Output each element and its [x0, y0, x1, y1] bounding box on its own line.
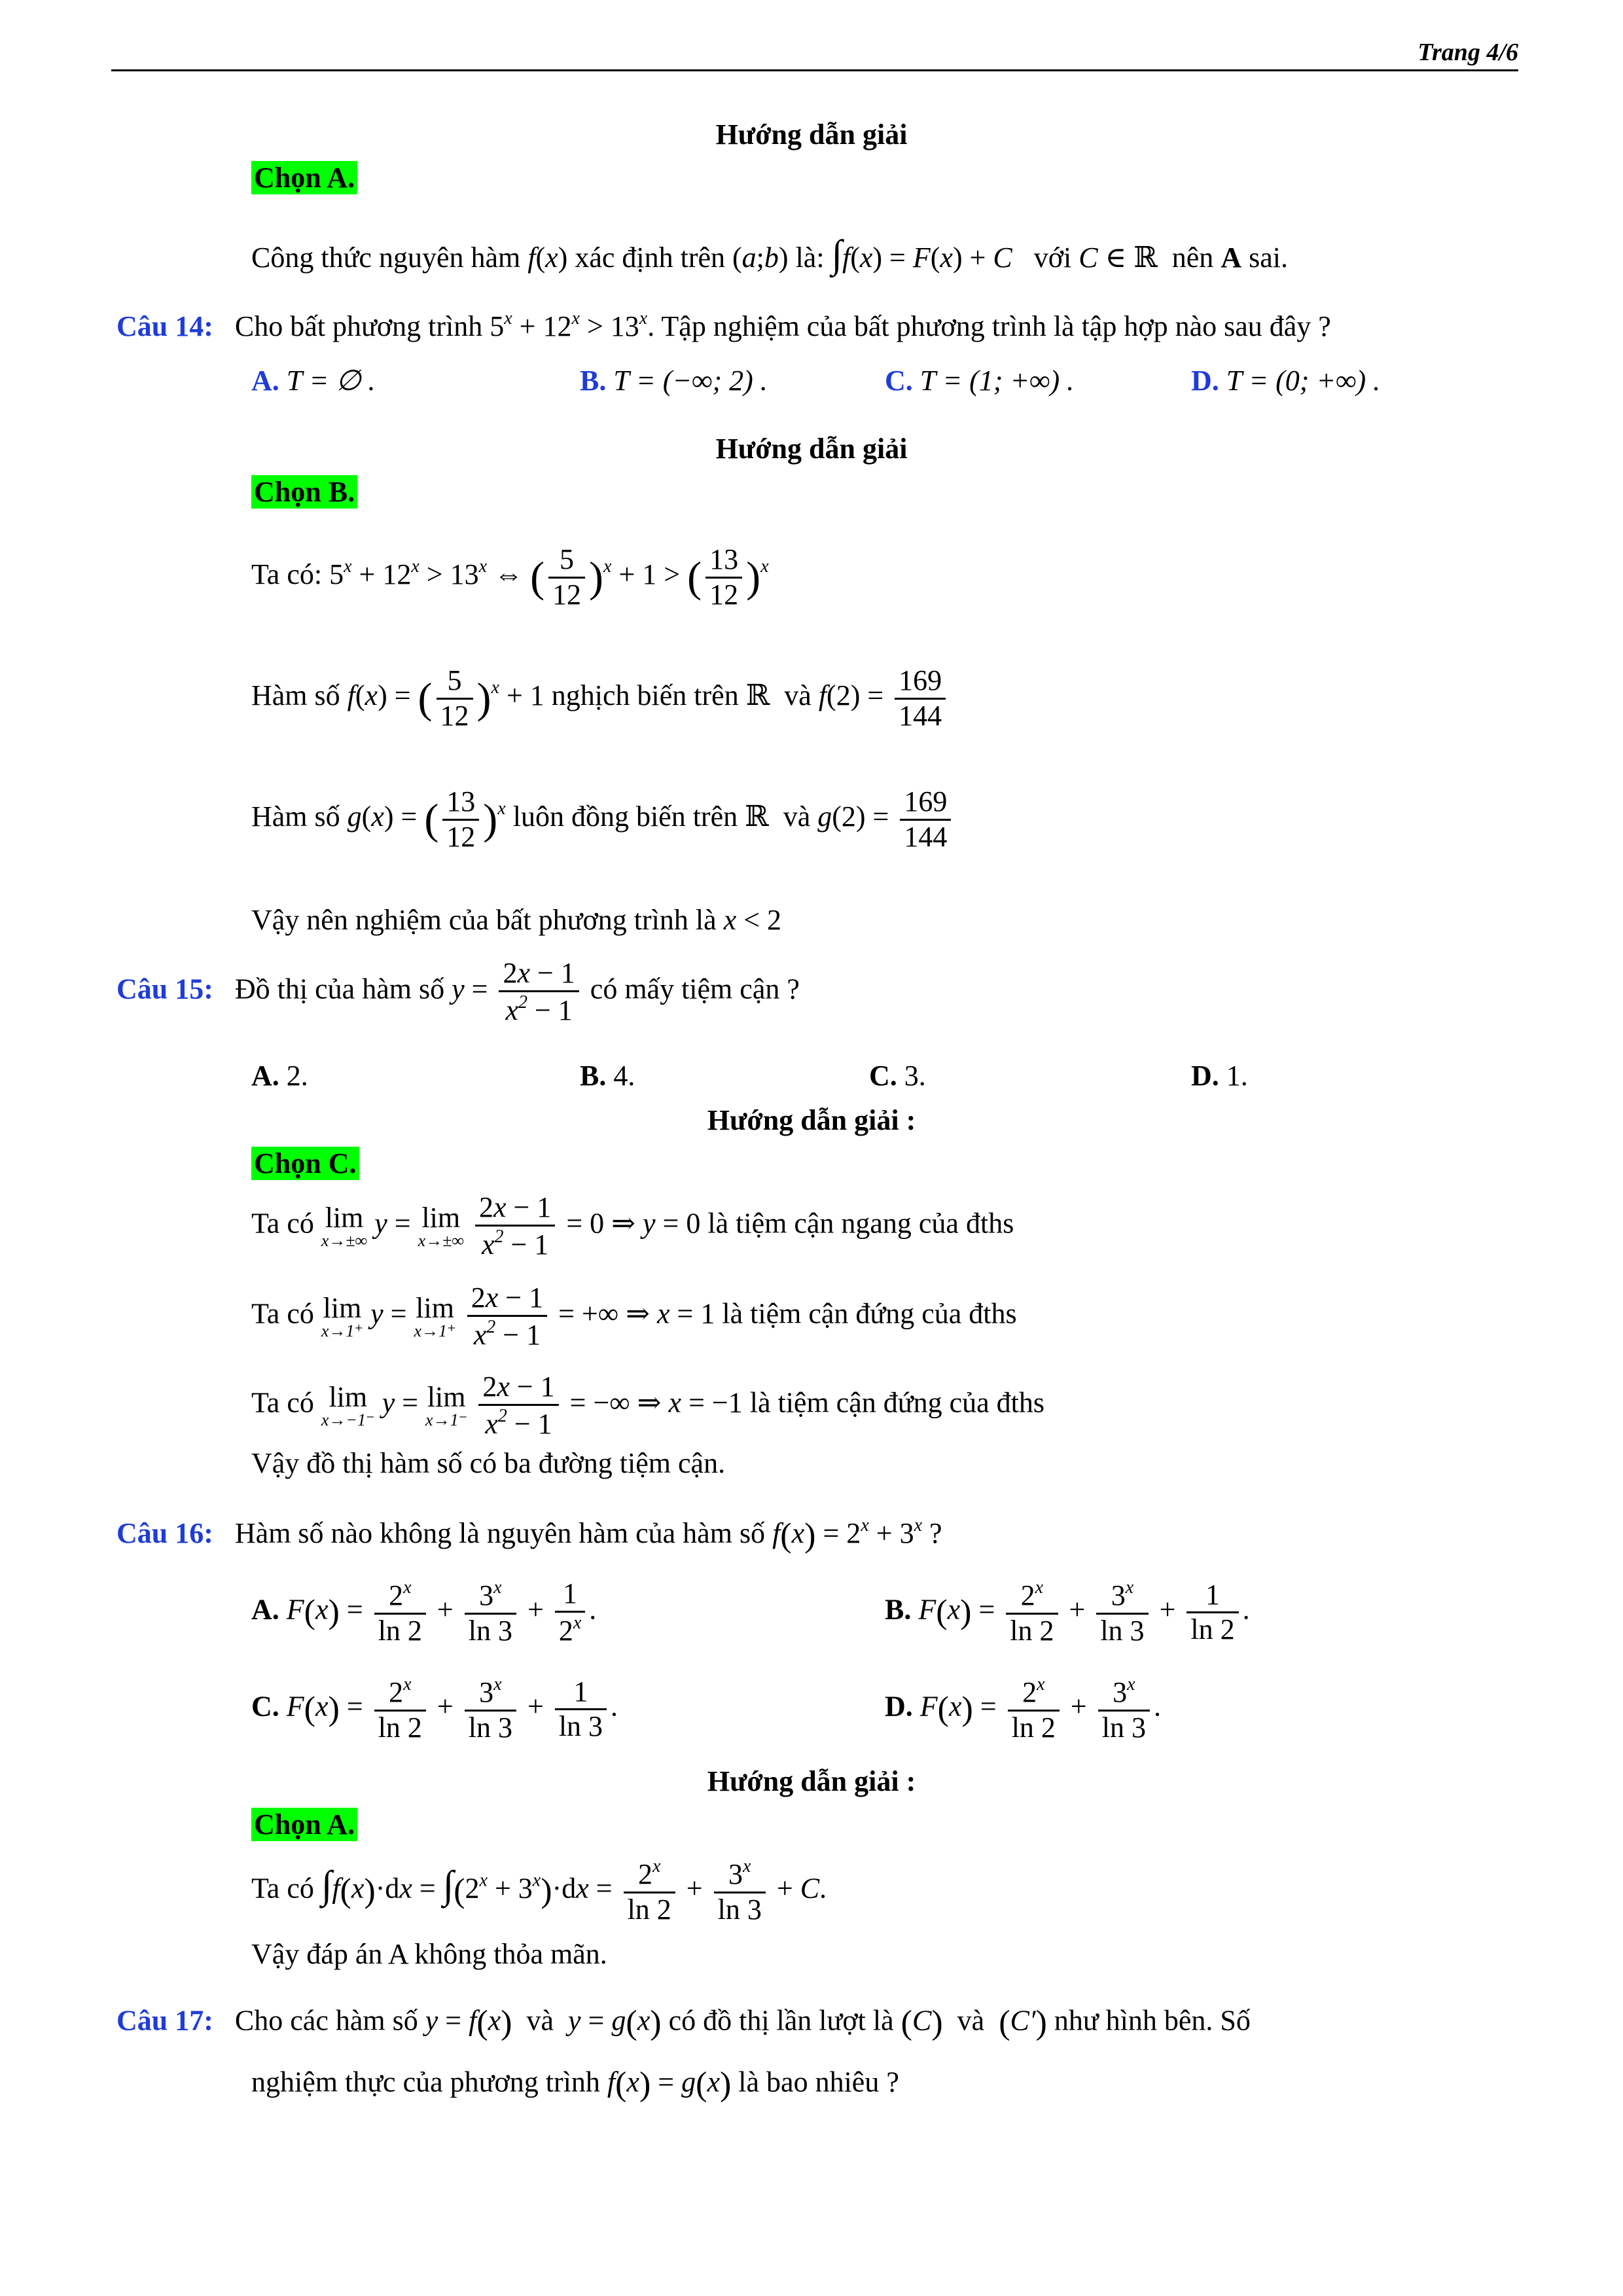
q15-option-a[interactable]: A. 2.	[251, 1060, 308, 1092]
page-number: Trang 4/6	[1418, 39, 1518, 66]
q15-conclusion: Vậy đồ thị hàm số có ba đường tiệm cận.	[251, 1447, 726, 1479]
q13-solution-line: Công thức nguyên hàm f(x) xác định trên (a;b) là: ∫f(x) = F(x) + C với C ∈ ℝ nên A sai.	[251, 232, 1288, 276]
solution-title: Hướng dẫn giải	[715, 433, 908, 465]
q16-option-b[interactable]: B. F(x) = $\frac{2^x}{\ln 2}$ + $\frac{3^x}{\ln 3}$ + $\frac{1}{\ln 2}$ .	[885, 1577, 1250, 1647]
q14-option-d[interactable]: D. T = (0; +∞) .	[1191, 365, 1381, 397]
answer-choice: Chọn A.	[251, 161, 357, 194]
q16-option-c[interactable]: C. F(x) = $\frac{2^x}{\ln 2}$ + $\frac{3^x}{\ln 3}$ + $\frac{1}{\ln 3}$ .	[251, 1674, 618, 1744]
q16-option-a[interactable]: A. F(x) = $\frac{2^x}{\ln 2}$ + $\frac{3^x}{\ln 3}$ + $\frac{1}{2^x}$ .	[251, 1577, 597, 1647]
question-17-line-2: nghiệm thực của phương trình f(x) = g(x) là bao nhiêu ?	[251, 2066, 899, 2103]
q14-solution-step-2: Hàm số f(x) = ( $\frac{5}{12}$ )$^x$ + 1 nghịch biến trên ℝ và f(2) = $\frac{169}{144}$	[251, 664, 950, 732]
page-header	[111, 38, 1518, 71]
q14-solution-step-3: Hàm số g(x) = ( $\frac{13}{12}$ )$^x$ luôn đồng biến trên ℝ và g(2) = $\frac{169}{144}$	[251, 785, 955, 853]
question-17: Câu 17: Cho các hàm số y = f(x) và y = g(x) có đồ thị lần lượt là (C) và (C′) như hình bên. Số	[116, 2004, 1251, 2041]
q16-option-d[interactable]: D. F(x) = $\frac{2^x}{\ln 2}$ + $\frac{3^x}{\ln 3}$ .	[885, 1674, 1161, 1744]
question-15: Câu 15: Đồ thị của hàm số y = $\frac{2x - 1}{x^2 - 1}$ có mấy tiệm cận ?	[116, 957, 800, 1026]
q14-option-a[interactable]: A. T = ∅ .	[251, 365, 376, 397]
solution-title: Hướng dẫn giải	[715, 118, 908, 151]
q14-option-c[interactable]: C. T = (1; +∞) .	[885, 365, 1075, 397]
q15-option-b[interactable]: B. 4.	[580, 1060, 635, 1092]
q15-solution-line-3: Ta có lim x→−1⁻ y = lim x→1⁻ $\frac{2x - 1}{x^2 - 1}$ = −∞ ⇒ x = −1 là tiệm cận đứng của đths	[251, 1371, 1044, 1440]
solution-title: Hướng dẫn giải :	[707, 1765, 916, 1797]
q16-conclusion: Vậy đáp án A không thỏa mãn.	[251, 1938, 607, 1970]
answer-choice: Chọn B.	[251, 475, 357, 509]
q15-solution-line-1: Ta có lim x→±∞ y = lim x→±∞ $\frac{2x - 1}{x^2 - 1}$ = 0 ⇒ y = 0 là tiệm cận ngang của đths	[251, 1191, 1014, 1261]
q14-solution-step-4: Vậy nên nghiệm của bất phương trình là x < 2	[251, 904, 781, 936]
answer-choice: Chọn A.	[251, 1808, 357, 1841]
q15-option-d[interactable]: D. 1.	[1191, 1060, 1248, 1092]
answer-choice: Chọn C.	[251, 1147, 359, 1180]
q15-solution-line-2: Ta có lim x→1⁺ y = lim x→1⁺ $\frac{2x - 1}{x^2 - 1}$ = +∞ ⇒ x = 1 là tiệm cận đứng của đths	[251, 1282, 1017, 1351]
q14-option-b[interactable]: B. T = (−∞; 2) .	[580, 365, 768, 397]
solution-title: Hướng dẫn giải :	[707, 1104, 916, 1136]
q14-solution-step-1: Ta có: $5^x + 12^x > 13^x$ ⇔ ( $\frac{5}{12}$ )$^x$ + 1 > ( $\frac{13}{12}$ )$^x$	[251, 543, 769, 611]
q16-solution-line: Ta có $\int f(x)\cdot dx = \int(2^x + 3^x)\cdot dx$ = $\frac{2^x}{\ln 2}$ + $\frac{3^x}{\ln 3}$ + C.	[251, 1856, 827, 1926]
question-14: Câu 14: Cho bất phương trình $5^x + 12^x > 13^x$. Tập nghiệm của bất phương trình là tập hợp nào sau đây ?	[116, 308, 1331, 342]
q15-option-c[interactable]: C. 3.	[869, 1060, 926, 1092]
question-16: Câu 16: Hàm số nào không là nguyên hàm của hàm số $f(x) = 2^x + 3^x$ ?	[116, 1515, 942, 1554]
